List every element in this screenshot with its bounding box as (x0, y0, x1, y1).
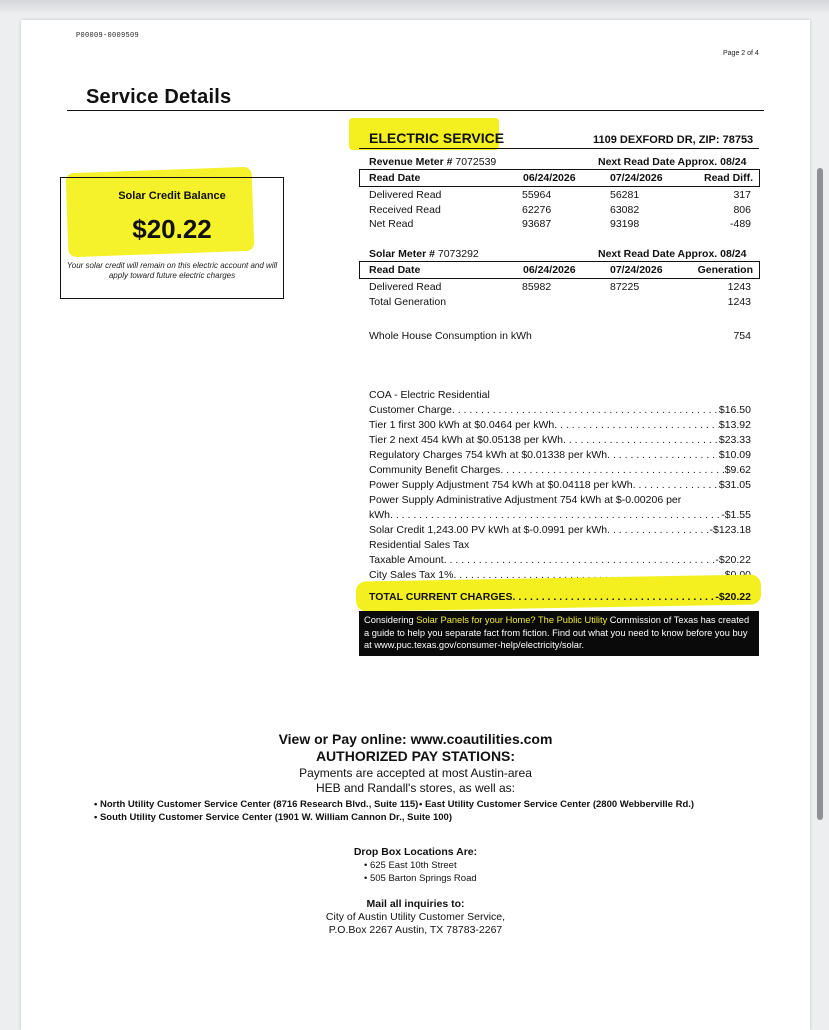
revenue-meter-line (369, 156, 496, 168)
revenue-meter-label: Revenue Meter # (369, 156, 453, 168)
consumption-label: Whole House Consumption in kWh (369, 330, 532, 342)
revenue-next-read: Next Read Date Approx. 08/24 (598, 156, 747, 168)
table-row (369, 204, 751, 218)
header-generation: Generation (697, 264, 753, 276)
solar-next-read: Next Read Date Approx. 08/24 (598, 248, 747, 260)
charge-line: Tier 1 first 300 kWh at $0.0464 per kWh . . . $13.92 (369, 418, 751, 433)
solar-meter-line (369, 248, 479, 260)
mail-address-line1: City of Austin Utility Customer Service, (325, 911, 506, 923)
bill-page (21, 20, 810, 1030)
scrollbar[interactable] (817, 168, 823, 820)
solar-notice-highlight: Solar Panels for your Home? The Public Utility (416, 615, 608, 625)
payment-accepted-text: Payments are accepted at most Austin-area HEB and Randall's stores, as well as: (299, 766, 532, 795)
row-curr: 63082 (610, 204, 640, 216)
row-curr: 87225 (610, 281, 640, 293)
electric-service-divider (359, 148, 759, 149)
solar-credit-note: Your solar credit will remain on this electric account and will apply toward future electric charges (66, 261, 278, 280)
taxable-amount-line: Taxable Amount . . . -$20.22 (369, 553, 751, 568)
row-diff: 1243 (727, 281, 751, 293)
admin-adjustment-cont: kWh . . . -$1.55 (369, 508, 751, 523)
row-diff: 806 (733, 204, 751, 216)
drop-box-location: • 505 Barton Springs Road (364, 873, 477, 884)
row-diff: 1243 (727, 296, 751, 308)
charges-heading: COA - Electric Residential (369, 389, 490, 401)
row-name: Total Generation (369, 296, 447, 308)
drop-box-title: Drop Box Locations Are: (353, 846, 478, 858)
row-name: Received Read (369, 204, 441, 216)
solar-credit-amount: $20.22 (132, 214, 212, 244)
charge-line: Community Benefit Charges . . . $9.62 (369, 463, 751, 478)
top-shadow (0, 0, 829, 14)
south-center: • South Utility Customer Service Center (1901 W. William Cannon Dr., Suite 100) (94, 812, 452, 823)
charge-line: Tier 2 next 454 kWh at $0.05138 per kWh . . . $23.33 (369, 433, 751, 448)
north-center: • North Utility Customer Service Center (8716 Research Blvd., Suite 115) (94, 799, 419, 810)
row-prev: 85982 (522, 281, 552, 293)
header-curr-date: 07/24/2026 (610, 264, 663, 276)
header-prev-date: 06/24/2026 (523, 172, 576, 184)
page-title: Service Details (86, 86, 232, 108)
header-read-diff: Read Diff. (703, 172, 753, 184)
charge-line: Customer Charge . . . $16.50 (369, 403, 751, 418)
row-name: Delivered Read (369, 281, 442, 293)
header-read-date: Read Date (369, 172, 421, 184)
solar-credit-box (60, 177, 284, 299)
solar-meter-number: 7073292 (437, 248, 479, 260)
mail-address-line2: P.O.Box 2267 Austin, TX 78783-2267 (328, 924, 503, 936)
row-curr: 56281 (610, 189, 640, 201)
table-row (369, 296, 751, 310)
solar-table-header (359, 261, 760, 279)
solar-meter-label: Solar Meter # (369, 248, 435, 260)
solar-notice: Considering Solar Panels for your Home? The Public Utility Commission of Texas has created a guide to help you separate fact from fiction. Find out what you need to know before you buy at www.puc.texas.gov/consumer-help/electricity/solar. (359, 611, 759, 656)
row-prev: 62276 (522, 204, 552, 216)
sales-tax-heading: Residential Sales Tax (369, 539, 470, 551)
title-divider (67, 110, 764, 111)
consumption-row (369, 330, 751, 344)
account-id: P00009-0009509 (76, 32, 140, 40)
pay-online-link[interactable]: View or Pay online: www.coautilities.com (278, 731, 553, 747)
charge-line: Power Supply Adjustment 754 kWh at $0.04118 per kWh . . . $31.05 (369, 478, 751, 493)
row-name: Delivered Read (369, 189, 442, 201)
pay-stations-heading: AUTHORIZED PAY STATIONS: (315, 748, 516, 764)
charges-section (369, 388, 751, 583)
solar-credit-label: Solar Credit Balance (118, 190, 226, 202)
row-prev: 55964 (522, 189, 552, 201)
row-name: Net Read (369, 218, 414, 230)
revenue-table-header (359, 169, 760, 187)
east-center: • East Utility Customer Service Center (2800 Webberville Rd.) (419, 799, 695, 810)
header-read-date: Read Date (369, 264, 421, 276)
table-row (369, 189, 751, 203)
row-diff: 317 (733, 189, 751, 201)
revenue-meter-number: 7072539 (455, 156, 497, 168)
city-tax-line: City Sales Tax 1% . . . (369, 568, 751, 583)
header-prev-date: 06/24/2026 (523, 264, 576, 276)
table-row (369, 281, 751, 295)
header-curr-date: 07/24/2026 (610, 172, 663, 184)
consumption-value: 754 (733, 330, 751, 342)
total-label: TOTAL CURRENT CHARGES (369, 591, 513, 603)
charge-line: Regulatory Charges 754 kWh at $0.01338 per kWh . . . $10.09 (369, 448, 751, 463)
drop-box-location: • 625 East 10th Street (364, 860, 457, 871)
row-curr: 93198 (610, 218, 640, 230)
service-address: 1109 DEXFORD DR, ZIP: 78753 (593, 134, 754, 146)
row-prev: 93687 (522, 218, 552, 230)
admin-adjustment-line: Power Supply Administrative Adjustment 754 kWh at $-0.00206 per (369, 494, 682, 506)
electric-service-title: ELECTRIC SERVICE (369, 130, 505, 146)
total-amount: -$20.22 (715, 591, 751, 603)
table-row (369, 218, 751, 232)
row-diff: -489 (729, 218, 751, 230)
page-number: Page 2 of 4 (723, 50, 759, 57)
mail-title: Mail all inquiries to: (366, 898, 465, 910)
total-current-charges (369, 590, 751, 604)
solar-credit-line: Solar Credit 1,243.00 PV kWh at $-0.0991 per kWh . . . -$123.18 (369, 523, 751, 538)
